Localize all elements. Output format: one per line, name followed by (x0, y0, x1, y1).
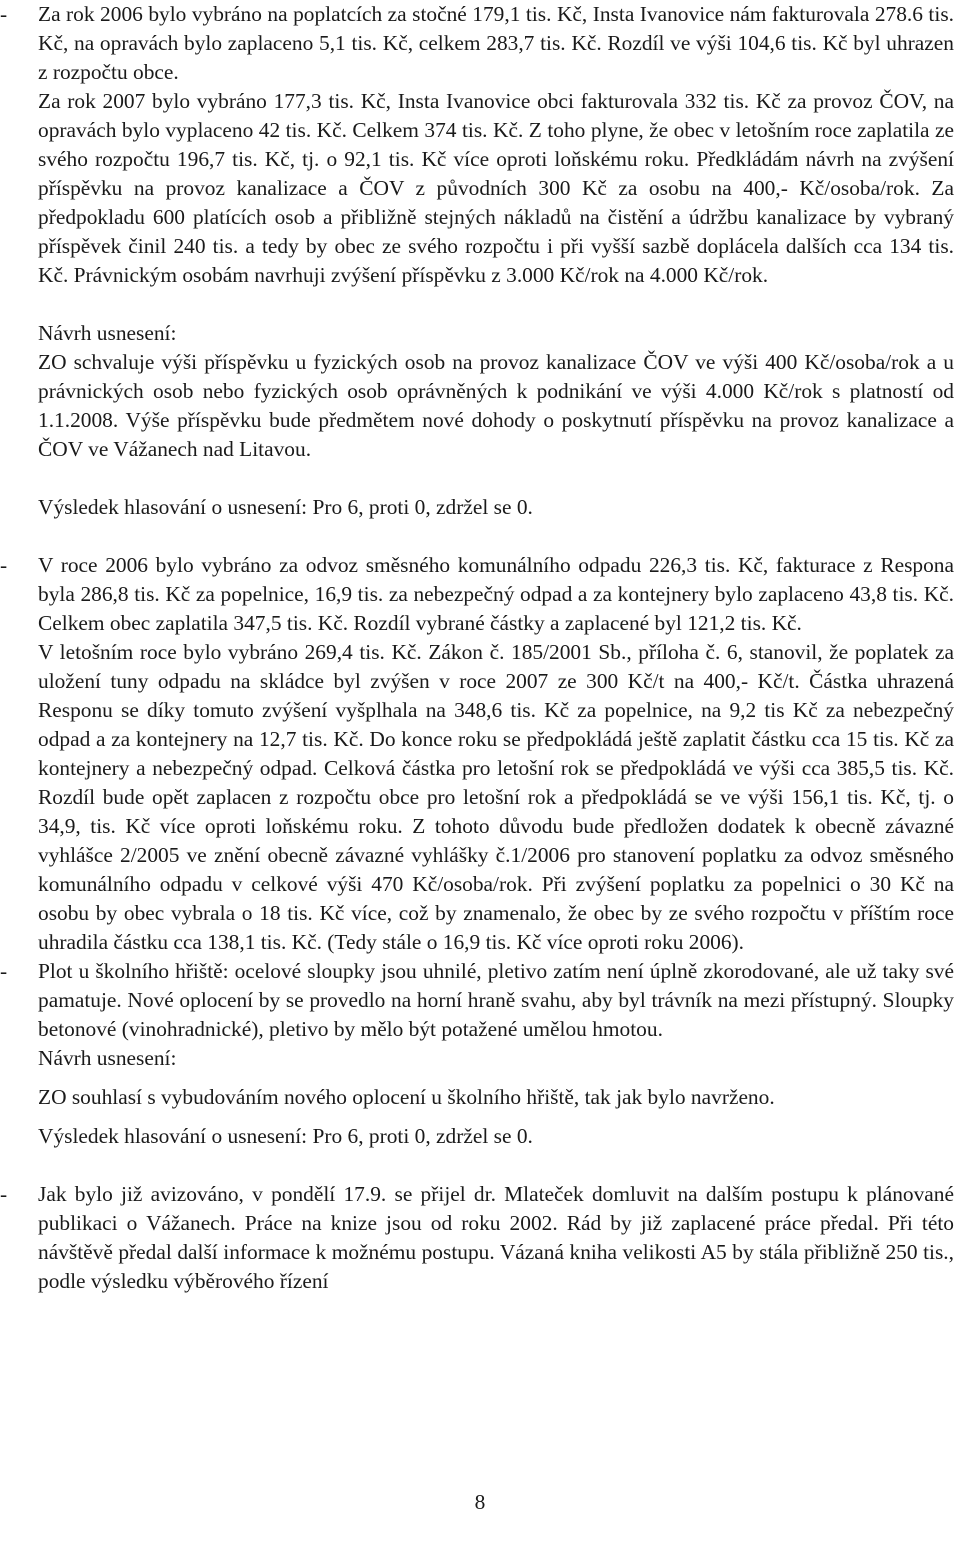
list-dash: - (0, 959, 8, 983)
paragraph-waste-2006: V roce 2006 bylo vybráno za odvoz směsného komunálního odpadu 226,3 tis. Kč, fakturace z Respona byla 286,8 tis. Kč za popelnice, 16,9 tis. za nebezpečný odpad a za kontejnery bylo zaplaceno 43,8 tis. Kč. Celkem obec zaplatila 347,5 tis. Kč. Rozdíl vybrané částky a zaplacené byl 121,2 tis. Kč. (38, 553, 954, 635)
vote-result: Výsledek hlasování o usnesení: Pro 6, proti 0, zdržel se 0. (38, 495, 533, 519)
list-item-fence (0, 957, 960, 1151)
list-item-sewage (0, 0, 960, 290)
list-item-publication (0, 1180, 960, 1296)
list-dash: - (0, 1182, 8, 1206)
resolution-text: ZO souhlasí s vybudováním nového oplocení u školního hřiště, tak jak bylo navrženo. (38, 1085, 775, 1109)
proposal-label: Návrh usnesení: (38, 1046, 177, 1070)
paragraph-waste-2007: V letošním roce bylo vybráno 269,4 tis. Kč. Zákon č. 185/2001 Sb., příloha č. 6, stanovil, že poplatek za uložení tuny odpadu na skládce byl zvýšen v roce 2007 ze 300 Kč/t na 400,- Kč/t. Částka uhrazená Responu se díky tomuto zvýšení vyšplhala na 348,6 tis. Kč za popelnice, na 9,2 tis Kč za nebezpečný odpad a za kontejnery na 12,7 tis. Kč. Do konce roku se předpokládá ještě zaplatit částku cca 15 tis. Kč za kontejnery a nebezpečný odpad. Celková částka pro letošní rok se předpokládá ve výši cca 385,5 tis. Kč. Rozdíl bude opět zaplacen z rozpočtu obce pro letošní rok a předpokládá se ve výši 156,1 tis. Kč, tj. o 34,9, tis. Kč více oproti loňskému roku. Z tohoto důvodu bude předložen dodatek k obecně závazné vyhlášce 2/2005 ve znění obecně závazné vyhlášky č.1/2006 pro stanovení poplatku za odvoz směsného komunálního odpadu v celkové výši 470 Kč/osoba/rok. Při zvýšení poplatku za popelnici o 30 Kč na osobu by obec vybrala o 18 tis. Kč více, což by znamenalo, že obec by ze svého rozpočtu v příštím roce uhradila částku cca 138,1 tis. Kč. (Tedy stále o 16,9 tis. Kč více oproti roku 2006). (38, 640, 954, 954)
paragraph-publication: Jak bylo již avizováno, v pondělí 17.9. se přijel dr. Mlateček domluvit na dalším postupu k plánované publikaci o Vážanech. Práce na knize jsou od roku 2002. Rád by již zaplacené práce předal. Při této návštěvě předal další informace k možnému postupu. Vázaná kniha velikosti A5 by stála přibližně 250 tis., podle výsledku výběrového řízení (38, 1182, 954, 1293)
list-item-waste (0, 551, 960, 957)
resolution-block-sewage (0, 319, 960, 522)
paragraph-fence: Plot u školního hřiště: ocelové sloupky jsou uhnilé, pletivo zatím není úplně zkorodované, ale už taky své pamatuje. Nové oplocení by se provedlo na horní hraně svahu, aby byl trávník na mezi přístupný. Sloupky betonové (vinohradnické), pletivo by mělo být potažené umělou hmotou. (38, 959, 954, 1041)
page-number: 8 (474, 1490, 486, 1514)
vote-result: Výsledek hlasování o usnesení: Pro 6, proti 0, zdržel se 0. (38, 1124, 533, 1148)
list-dash: - (0, 2, 8, 26)
proposal-label: Návrh usnesení: (38, 321, 177, 345)
list-dash: - (0, 553, 8, 577)
resolution-text: ZO schvaluje výši příspěvku u fyzických osob na provoz kanalizace ČOV ve výši 400 Kč/osoba/rok a u právnických osob nebo fyzických osob oprávněných k podnikání ve výši 4.000 Kč/rok s platností od 1.1.2008. Výše příspěvku bude předmětem nové dohody o poskytnutí příspěvku na provoz kanalizace a ČOV ve Vážanech nad Litavou. (38, 350, 954, 461)
paragraph-sewage-2007: Za rok 2007 bylo vybráno 177,3 tis. Kč, Insta Ivanovice obci fakturovala 332 tis. Kč za provoz ČOV, na opravách bylo vyplaceno 42 tis. Kč. Celkem 374 tis. Kč. Z toho plyne, že obec v letošním roce zaplatila ze svého rozpočtu 196,7 tis. Kč, tj. o 92,1 tis. Kč více oproti loňskému roku. Předkládám návrh na zvýšení příspěvku na provoz kanalizace a ČOV z původních 300 Kč za osobu na 400,- Kč/osoba/rok. Za předpokladu 600 platících osob a přibližně stejných nákladů na čistění a údržbu kanalizace by vybraný příspěvek činil 240 tis. a tedy by obec ze svého rozpočtu i při vyšší sazbě doplácela dalších cca 134 tis. Kč. Právnickým osobám navrhuji zvýšení příspěvku z 3.000 Kč/rok na 4.000 Kč/rok. (38, 89, 954, 287)
paragraph-sewage-2006: Za rok 2006 bylo vybráno na poplatcích za stočné 179,1 tis. Kč, Insta Ivanovice nám fakturovala 278.6 tis. Kč, na opravách bylo zaplaceno 5,1 tis. Kč, celkem 283,7 tis. Kč. Rozdíl ve výši 104,6 tis. Kč byl uhrazen z rozpočtu obce. (38, 2, 954, 84)
